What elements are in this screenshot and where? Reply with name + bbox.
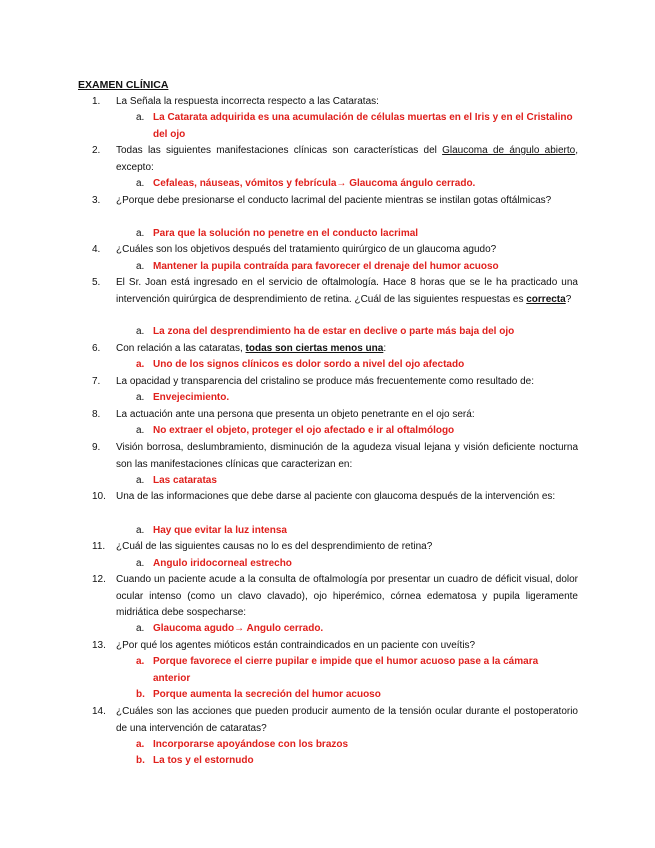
question-text-part: Con relación a las cataratas,	[116, 343, 246, 354]
question-number: 5.	[92, 277, 101, 288]
answer-text: Porque favorece el cierre pupilar e impide que el humor acuoso pase a la cámara anterior	[153, 656, 539, 684]
answer-text: Hay que evitar la luz intensa	[153, 525, 287, 536]
question-number: 12.	[92, 574, 106, 585]
answer-letter: a.	[136, 178, 145, 189]
answer-letter: b.	[136, 689, 145, 700]
answer-letter: a.	[136, 112, 145, 123]
answer-8a	[136, 423, 578, 440]
question-text-part: , excepto:	[116, 145, 578, 173]
answer-letter: a.	[136, 656, 145, 667]
answer-text: Incorporarse apoyándose con los brazos	[153, 739, 349, 750]
answer-text: Envejecimiento.	[153, 392, 230, 403]
question-7	[92, 374, 578, 391]
question-text-part: El Sr. Joan está ingresado en el servicio de oftalmología. Hace 8 horas que se le ha practicado una intervención quirúrgica de desprendimiento de retina. ¿Cuál de las siguientes respuestas es	[116, 277, 578, 305]
answer-letter: a.	[136, 261, 145, 272]
answer-14a	[136, 737, 578, 754]
answer-13a	[136, 654, 578, 687]
question-text: Cuando un paciente acude a la consulta de oftalmología por presentar un cuadro de déficit visual, dolor ocular intenso (como un clavo clavado), ojo hiperémico, córnea edematosa y pupila ligeramente midriática debe sospecharse:	[116, 574, 578, 618]
question-text: La opacidad y transparencia del cristalino se produce más frecuentemente como resultado de:	[116, 376, 535, 387]
answer-text: Uno de los signos clínicos es dolor sordo a nivel del ojo afectado	[153, 359, 465, 370]
question-text: ¿Porque debe presionarse el conducto lacrimal del paciente mientras se instilan gotas oftálmicas?	[116, 195, 552, 206]
answer-letter: a.	[136, 475, 145, 486]
question-text-underlined: todas son ciertas menos una	[245, 343, 384, 354]
question-text-underlined: Glaucoma de ángulo abierto	[442, 145, 576, 156]
question-number: 7.	[92, 376, 101, 387]
answer-letter: a.	[136, 623, 145, 634]
page-title: EXAMEN CLÍNICA	[78, 79, 169, 91]
question-number: 8.	[92, 409, 101, 420]
question-14	[92, 704, 578, 737]
question-number: 6.	[92, 343, 101, 354]
question-text: ¿Cuáles son los objetivos después del tratamiento quirúrgico de un glaucoma agudo?	[116, 244, 497, 255]
question-4	[92, 242, 578, 259]
question-number: 2.	[92, 145, 101, 156]
answer-letter: a.	[136, 558, 145, 569]
answer-letter: a.	[136, 326, 145, 337]
question-number: 3.	[92, 195, 101, 206]
question-3	[92, 193, 578, 210]
answer-text: Porque aumenta la secreción del humor acuoso	[153, 689, 381, 700]
answer-10a	[136, 523, 578, 540]
answer-letter: b.	[136, 755, 145, 766]
question-text-part: :	[383, 343, 387, 354]
answer-letter: a.	[136, 359, 145, 370]
answer-letter: a.	[136, 525, 145, 536]
answer-text: Glaucoma agudo→ Angulo cerrado.	[153, 623, 324, 634]
answer-12a	[136, 621, 578, 638]
question-text-part: Todas las siguientes manifestaciones clínicas son características del	[116, 145, 443, 156]
question-8	[92, 407, 578, 424]
question-13	[92, 638, 578, 655]
answer-text: La Catarata adquirida es una acumulación de células muertas en el Iris y en el Cristalino del ojo	[153, 112, 573, 140]
answer-7a	[136, 390, 578, 407]
question-number: 14.	[92, 706, 106, 717]
question-number: 9.	[92, 442, 101, 453]
answer-9a	[136, 473, 578, 490]
question-1	[92, 94, 578, 111]
question-number: 13.	[92, 640, 106, 651]
answer-14b	[136, 753, 578, 770]
question-9	[92, 440, 578, 473]
question-11	[92, 539, 578, 556]
question-text: ¿Cuál de las siguientes causas no lo es del desprendimiento de retina?	[116, 541, 433, 552]
answer-text: No extraer el objeto, proteger el ojo afectado e ir al oftalmólogo	[153, 425, 455, 436]
answer-6a	[136, 357, 578, 374]
question-10	[92, 489, 578, 506]
answer-13b	[136, 687, 578, 704]
question-text: ¿Cuáles son las acciones que pueden producir aumento de la tensión ocular durante el postoperatorio de una intervención de cataratas?	[116, 706, 578, 734]
answer-letter: a.	[136, 228, 145, 239]
answer-letter: a.	[136, 425, 145, 436]
question-number: 10.	[92, 491, 106, 502]
answer-letter: a.	[136, 392, 145, 403]
question-5	[92, 275, 578, 308]
question-number: 4.	[92, 244, 101, 255]
answer-text: La zona del desprendimiento ha de estar en declive o parte más baja del ojo	[153, 326, 515, 337]
question-6	[92, 341, 578, 358]
question-2	[92, 143, 578, 176]
answer-3a	[136, 226, 578, 243]
answer-text: Las cataratas	[153, 475, 217, 486]
answer-5a	[136, 324, 578, 341]
answer-4a	[136, 259, 578, 276]
question-text-underlined: correcta	[526, 293, 566, 305]
answer-text: Para que la solución no penetre en el conducto lacrimal	[153, 228, 419, 239]
answer-text: La tos y el estornudo	[153, 755, 254, 766]
answer-11a	[136, 556, 578, 573]
answer-2a	[136, 176, 578, 193]
question-text-part: ?	[565, 293, 572, 305]
question-number: 11.	[92, 541, 106, 552]
question-number: 1.	[92, 96, 101, 107]
question-text: La actuación ante una persona que presenta un objeto penetrante en el ojo será:	[116, 409, 475, 420]
answer-letter: a.	[136, 739, 145, 750]
question-text: Una de las informaciones que debe darse al paciente con glaucoma después de la intervención es:	[116, 491, 556, 502]
question-12	[92, 572, 578, 622]
question-text: La Señala la respuesta incorrecta respecto a las Cataratas:	[116, 96, 379, 107]
answer-1a	[136, 110, 578, 143]
answer-text: Angulo iridocorneal estrecho	[153, 558, 292, 569]
question-text: ¿Por qué los agentes mióticos están contraindicados en un paciente con uveítis?	[116, 640, 476, 651]
question-text: Visión borrosa, deslumbramiento, disminución de la agudeza visual lejana y visión deficiente nocturna son las manifestaciones clínicas que caracterizan en:	[116, 442, 578, 470]
answer-text: Cefaleas, náuseas, vómitos y febrícula→ Glaucoma ángulo cerrado.	[153, 178, 476, 189]
answer-text: Mantener la pupila contraída para favorecer el drenaje del humor acuoso	[153, 261, 499, 272]
